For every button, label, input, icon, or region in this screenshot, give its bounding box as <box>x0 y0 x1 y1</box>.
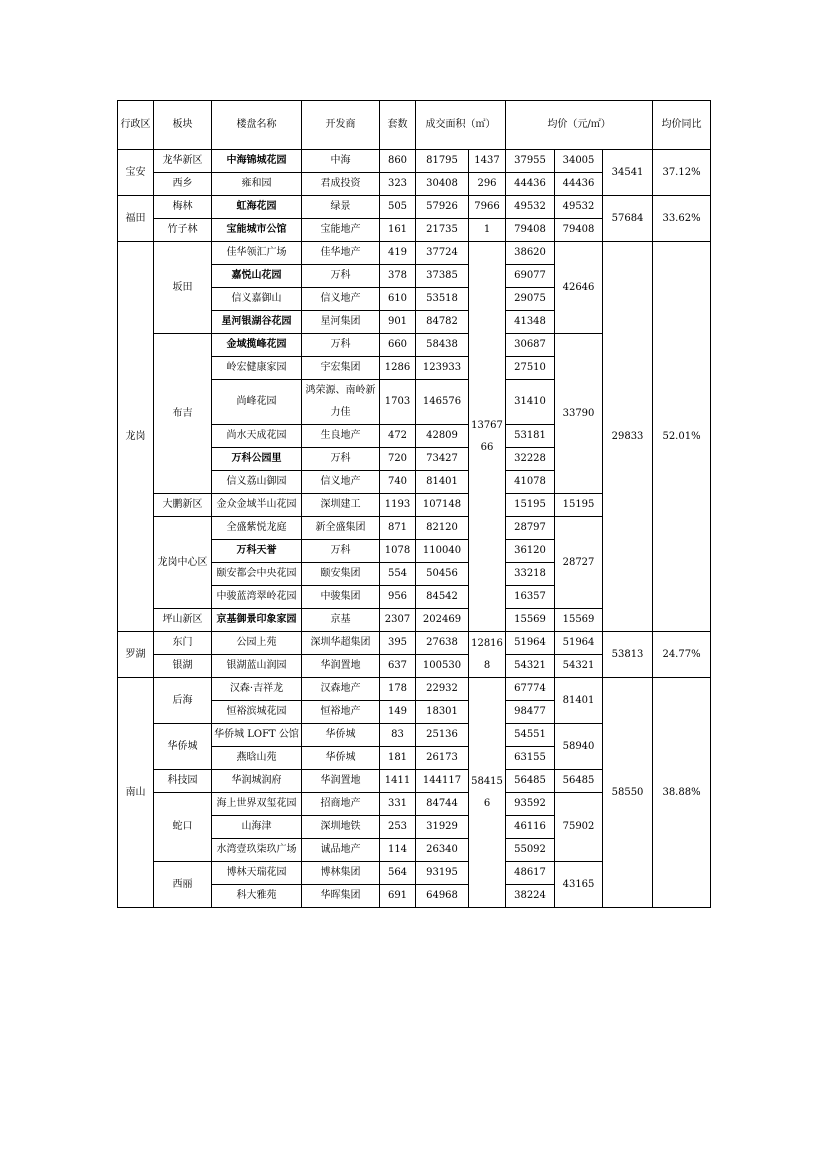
area-cell: 26340 <box>416 839 469 862</box>
developer-cell: 华润置地 <box>302 655 380 678</box>
area-cell: 18301 <box>416 701 469 724</box>
table-row <box>118 242 711 265</box>
developer-cell: 鸿荣源、南岭新力佳 <box>302 380 380 425</box>
price-cell: 36120 <box>506 540 555 563</box>
housing-sales-table <box>117 100 711 908</box>
units-cell: 720 <box>380 448 416 471</box>
units-cell: 181 <box>380 747 416 770</box>
units-cell: 901 <box>380 311 416 334</box>
block-avg-cell: 15195 <box>555 494 603 517</box>
project-cell: 万科公园里 <box>212 448 302 471</box>
developer-cell: 信义地产 <box>302 288 380 311</box>
header-row <box>118 101 711 150</box>
units-cell: 253 <box>380 816 416 839</box>
area-cell: 21735 <box>416 219 469 242</box>
developer-cell: 华润置地 <box>302 770 380 793</box>
area-cell: 84744 <box>416 793 469 816</box>
units-cell: 395 <box>380 632 416 655</box>
area-cell: 31929 <box>416 816 469 839</box>
area-sum-cell: 1437 <box>469 150 506 173</box>
table-row <box>118 196 711 219</box>
project-cell: 银湖蓝山润园 <box>212 655 302 678</box>
units-cell: 419 <box>380 242 416 265</box>
price-cell: 15195 <box>506 494 555 517</box>
price-cell: 63155 <box>506 747 555 770</box>
block-avg-cell: 15569 <box>555 609 603 632</box>
area-cell: 81795 <box>416 150 469 173</box>
price-cell: 67774 <box>506 678 555 701</box>
units-cell: 1078 <box>380 540 416 563</box>
project-cell: 中海锦城花园 <box>212 150 302 173</box>
header-price: 均价（元/㎡） <box>506 101 653 150</box>
price-cell: 33218 <box>506 563 555 586</box>
developer-cell: 万科 <box>302 540 380 563</box>
units-cell: 472 <box>380 425 416 448</box>
table-row <box>118 150 711 173</box>
area-cell: 42809 <box>416 425 469 448</box>
area-cell: 53518 <box>416 288 469 311</box>
project-cell: 信义嘉御山 <box>212 288 302 311</box>
project-cell: 水湾壹玖柒玖广场 <box>212 839 302 862</box>
block-avg-cell: 43165 <box>555 862 603 908</box>
project-cell: 汉森·吉祥龙 <box>212 678 302 701</box>
price-cell: 46116 <box>506 816 555 839</box>
block-avg-cell: 54321 <box>555 655 603 678</box>
district-cell: 宝安 <box>118 150 154 196</box>
block-avg-cell: 79408 <box>555 219 603 242</box>
project-cell: 山海津 <box>212 816 302 839</box>
project-cell: 雍和园 <box>212 173 302 196</box>
units-cell: 554 <box>380 563 416 586</box>
area-cell: 22932 <box>416 678 469 701</box>
header-block: 板块 <box>154 101 212 150</box>
area-cell: 202469 <box>416 609 469 632</box>
block-cell: 科技园 <box>154 770 212 793</box>
price-cell: 44436 <box>506 173 555 196</box>
price-cell: 53181 <box>506 425 555 448</box>
header-units: 套数 <box>380 101 416 150</box>
price-cell: 28797 <box>506 517 555 540</box>
price-cell: 69077 <box>506 265 555 288</box>
block-cell: 西丽 <box>154 862 212 908</box>
units-cell: 83 <box>380 724 416 747</box>
price-cell: 29075 <box>506 288 555 311</box>
developer-cell: 新全盛集团 <box>302 517 380 540</box>
price-cell: 31410 <box>506 380 555 425</box>
developer-cell: 京基 <box>302 609 380 632</box>
block-avg-cell: 28727 <box>555 517 603 609</box>
price-cell: 32228 <box>506 448 555 471</box>
project-cell: 星河银湖谷花园 <box>212 311 302 334</box>
developer-cell: 恒裕地产 <box>302 701 380 724</box>
project-cell: 京基御景印象家园 <box>212 609 302 632</box>
block-cell: 龙岗中心区 <box>154 517 212 609</box>
units-cell: 1193 <box>380 494 416 517</box>
price-cell: 49532 <box>506 196 555 219</box>
price-cell: 98477 <box>506 701 555 724</box>
project-cell: 海上世界双玺花园 <box>212 793 302 816</box>
units-cell: 114 <box>380 839 416 862</box>
area-cell: 82120 <box>416 517 469 540</box>
developer-cell: 生良地产 <box>302 425 380 448</box>
developer-cell: 万科 <box>302 265 380 288</box>
block-avg-cell: 51964 <box>555 632 603 655</box>
header-district: 行政区 <box>118 101 154 150</box>
price-cell: 51964 <box>506 632 555 655</box>
district-cell: 南山 <box>118 678 154 908</box>
yoy-cell: 38.88% <box>653 678 711 908</box>
yoy-cell: 37.12% <box>653 150 711 196</box>
developer-cell: 深圳地铁 <box>302 816 380 839</box>
units-cell: 149 <box>380 701 416 724</box>
area-cell: 30408 <box>416 173 469 196</box>
project-cell: 华润城润府 <box>212 770 302 793</box>
developer-cell: 招商地产 <box>302 793 380 816</box>
project-cell: 尚水天成花园 <box>212 425 302 448</box>
block-cell: 华侨城 <box>154 724 212 770</box>
developer-cell: 万科 <box>302 448 380 471</box>
units-cell: 637 <box>380 655 416 678</box>
units-cell: 740 <box>380 471 416 494</box>
units-cell: 1286 <box>380 357 416 380</box>
units-cell: 860 <box>380 150 416 173</box>
developer-cell: 汉森地产 <box>302 678 380 701</box>
yoy-cell: 24.77% <box>653 632 711 678</box>
block-cell: 坪山新区 <box>154 609 212 632</box>
units-cell: 956 <box>380 586 416 609</box>
developer-cell: 华侨城 <box>302 724 380 747</box>
district-cell: 龙岗 <box>118 242 154 632</box>
block-cell: 银湖 <box>154 655 212 678</box>
price-cell: 37955 <box>506 150 555 173</box>
area-cell: 144117 <box>416 770 469 793</box>
units-cell: 161 <box>380 219 416 242</box>
header-developer: 开发商 <box>302 101 380 150</box>
district-avg-cell: 34541 <box>603 150 653 196</box>
price-cell: 54321 <box>506 655 555 678</box>
area-cell: 84782 <box>416 311 469 334</box>
block-cell: 东门 <box>154 632 212 655</box>
area-cell: 37724 <box>416 242 469 265</box>
developer-cell: 信义地产 <box>302 471 380 494</box>
block-avg-cell: 56485 <box>555 770 603 793</box>
block-avg-cell: 75902 <box>555 793 603 862</box>
price-cell: 41078 <box>506 471 555 494</box>
area-cell: 107148 <box>416 494 469 517</box>
area-cell: 58438 <box>416 334 469 357</box>
block-avg-cell: 58940 <box>555 724 603 770</box>
price-cell: 38620 <box>506 242 555 265</box>
project-cell: 嘉悦山花园 <box>212 265 302 288</box>
area-cell: 100530 <box>416 655 469 678</box>
units-cell: 178 <box>380 678 416 701</box>
block-avg-cell: 44436 <box>555 173 603 196</box>
table-row <box>118 632 711 655</box>
project-cell: 颐安都会中央花园 <box>212 563 302 586</box>
developer-cell: 颐安集团 <box>302 563 380 586</box>
block-cell: 梅林 <box>154 196 212 219</box>
project-cell: 宝能城市公馆 <box>212 219 302 242</box>
area-cell: 27638 <box>416 632 469 655</box>
price-cell: 41348 <box>506 311 555 334</box>
price-cell: 27510 <box>506 357 555 380</box>
project-cell: 华侨城 LOFT 公馆 <box>212 724 302 747</box>
area-cell: 64968 <box>416 885 469 908</box>
block-avg-cell: 34005 <box>555 150 603 173</box>
developer-cell: 绿景 <box>302 196 380 219</box>
project-cell: 尚峰花园 <box>212 380 302 425</box>
block-avg-cell: 81401 <box>555 678 603 724</box>
area-cell: 146576 <box>416 380 469 425</box>
area-cell: 93195 <box>416 862 469 885</box>
area-cell: 123933 <box>416 357 469 380</box>
block-cell: 西乡 <box>154 173 212 196</box>
units-cell: 610 <box>380 288 416 311</box>
block-cell: 龙华新区 <box>154 150 212 173</box>
district-avg-cell: 57684 <box>603 196 653 242</box>
units-cell: 378 <box>380 265 416 288</box>
units-cell: 1703 <box>380 380 416 425</box>
area-sum-cell: 1 <box>469 219 506 242</box>
project-cell: 佳华领汇广场 <box>212 242 302 265</box>
developer-cell: 华侨城 <box>302 747 380 770</box>
area-cell: 37385 <box>416 265 469 288</box>
area-cell: 25136 <box>416 724 469 747</box>
project-cell: 万科天誉 <box>212 540 302 563</box>
block-avg-cell: 49532 <box>555 196 603 219</box>
price-cell: 16357 <box>506 586 555 609</box>
project-cell: 虹海花园 <box>212 196 302 219</box>
project-cell: 燕晗山苑 <box>212 747 302 770</box>
units-cell: 323 <box>380 173 416 196</box>
area-cell: 81401 <box>416 471 469 494</box>
developer-cell: 华晖集团 <box>302 885 380 908</box>
area-cell: 73427 <box>416 448 469 471</box>
developer-cell: 星河集团 <box>302 311 380 334</box>
developer-cell: 诚品地产 <box>302 839 380 862</box>
block-cell: 竹子林 <box>154 219 212 242</box>
units-cell: 2307 <box>380 609 416 632</box>
district-avg-cell: 53813 <box>603 632 653 678</box>
units-cell: 871 <box>380 517 416 540</box>
header-project: 楼盘名称 <box>212 101 302 150</box>
project-cell: 金众金域半山花园 <box>212 494 302 517</box>
district-avg-cell: 29833 <box>603 242 653 632</box>
district-cell: 福田 <box>118 196 154 242</box>
price-cell: 93592 <box>506 793 555 816</box>
project-cell: 信义荔山御园 <box>212 471 302 494</box>
area-cell: 57926 <box>416 196 469 219</box>
block-cell: 大鹏新区 <box>154 494 212 517</box>
area-sum-cell: 128168 <box>469 632 506 678</box>
project-cell: 科大雅苑 <box>212 885 302 908</box>
developer-cell: 万科 <box>302 334 380 357</box>
developer-cell: 佳华地产 <box>302 242 380 265</box>
block-avg-cell: 33790 <box>555 334 603 494</box>
project-cell: 公园上苑 <box>212 632 302 655</box>
yoy-cell: 33.62% <box>653 196 711 242</box>
area-cell: 50456 <box>416 563 469 586</box>
area-cell: 26173 <box>416 747 469 770</box>
header-yoy: 均价同比 <box>653 101 711 150</box>
developer-cell: 宇宏集团 <box>302 357 380 380</box>
price-cell: 56485 <box>506 770 555 793</box>
price-cell: 15569 <box>506 609 555 632</box>
units-cell: 331 <box>380 793 416 816</box>
project-cell: 岭宏健康家园 <box>212 357 302 380</box>
price-cell: 48617 <box>506 862 555 885</box>
block-cell: 布吉 <box>154 334 212 494</box>
price-cell: 79408 <box>506 219 555 242</box>
units-cell: 505 <box>380 196 416 219</box>
block-avg-cell: 42646 <box>555 242 603 334</box>
area-sum-cell: 1376766 <box>469 242 506 632</box>
price-cell: 38224 <box>506 885 555 908</box>
area-cell: 110040 <box>416 540 469 563</box>
district-avg-cell: 58550 <box>603 678 653 908</box>
developer-cell: 深圳华超集团 <box>302 632 380 655</box>
price-cell: 30687 <box>506 334 555 357</box>
units-cell: 691 <box>380 885 416 908</box>
price-cell: 54551 <box>506 724 555 747</box>
project-cell: 博林天瑞花园 <box>212 862 302 885</box>
price-cell: 55092 <box>506 839 555 862</box>
developer-cell: 博林集团 <box>302 862 380 885</box>
area-cell: 84542 <box>416 586 469 609</box>
table-row <box>118 678 711 701</box>
area-sum-cell: 7966 <box>469 196 506 219</box>
units-cell: 1411 <box>380 770 416 793</box>
developer-cell: 中海 <box>302 150 380 173</box>
developer-cell: 君成投资 <box>302 173 380 196</box>
district-cell: 罗湖 <box>118 632 154 678</box>
project-cell: 全盛紫悦龙庭 <box>212 517 302 540</box>
area-sum-cell: 296 <box>469 173 506 196</box>
developer-cell: 深圳建工 <box>302 494 380 517</box>
area-sum-cell: 584156 <box>469 678 506 908</box>
project-cell: 金域揽峰花园 <box>212 334 302 357</box>
yoy-cell: 52.01% <box>653 242 711 632</box>
units-cell: 660 <box>380 334 416 357</box>
header-area: 成交面积（㎡） <box>416 101 506 150</box>
units-cell: 564 <box>380 862 416 885</box>
block-cell: 蛇口 <box>154 793 212 862</box>
developer-cell: 中骏集团 <box>302 586 380 609</box>
project-cell: 恒裕滨城花园 <box>212 701 302 724</box>
block-cell: 后海 <box>154 678 212 724</box>
project-cell: 中骏蓝湾翠岭花园 <box>212 586 302 609</box>
developer-cell: 宝能地产 <box>302 219 380 242</box>
block-cell: 坂田 <box>154 242 212 334</box>
